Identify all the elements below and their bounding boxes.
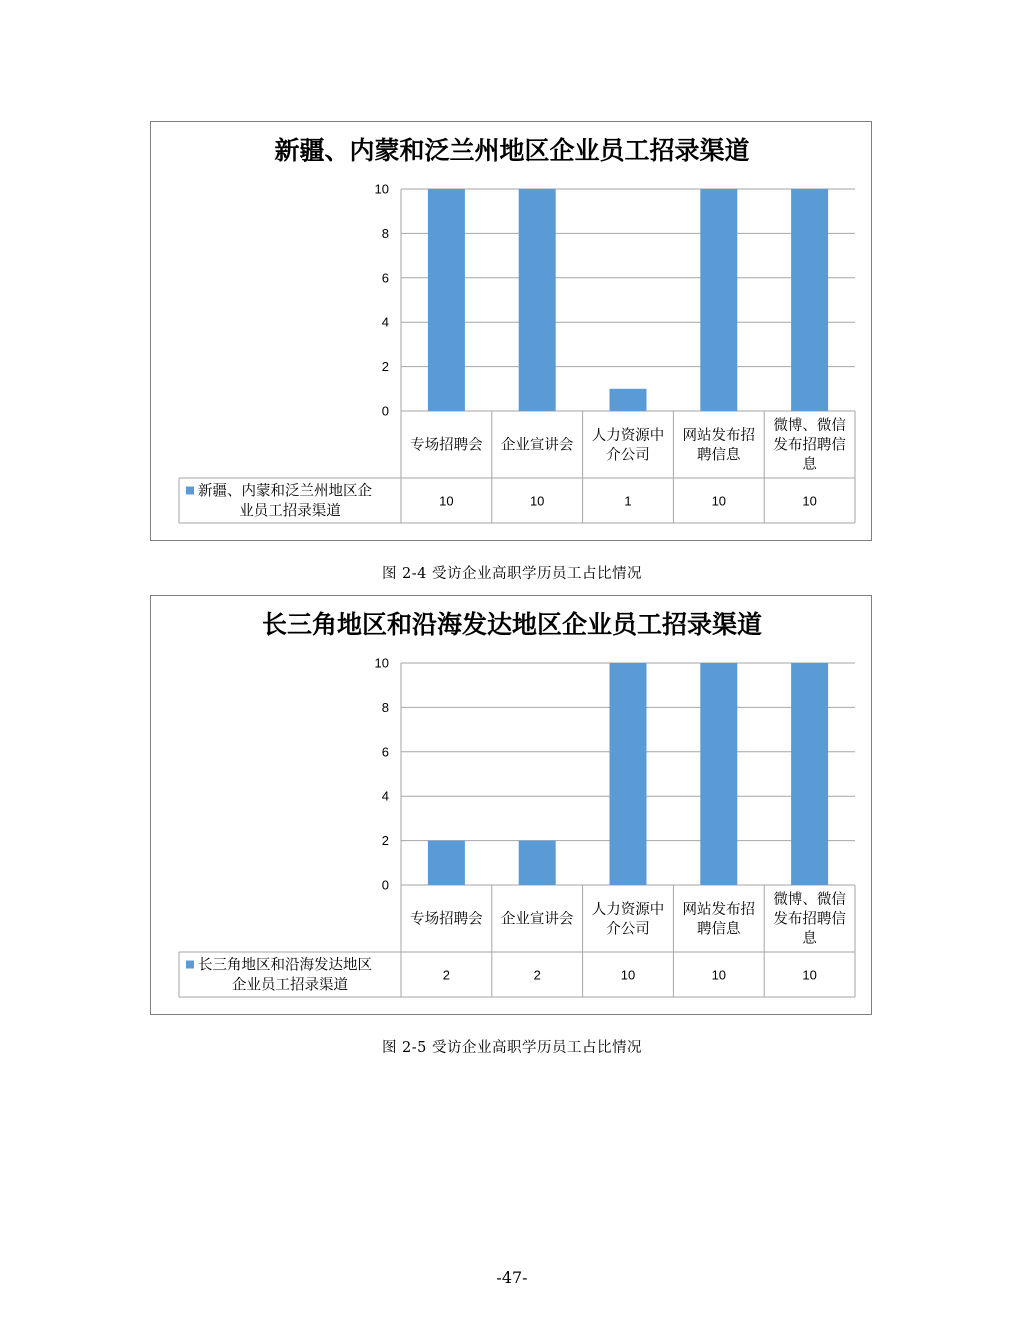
value-label: 10 [802,493,817,509]
legend-label: 业员工招录渠道 [239,503,341,520]
y-tick-label: 10 [374,181,389,197]
value-label: 2 [442,967,451,983]
value-label: 2 [533,967,541,983]
y-tick-label: 8 [381,699,389,715]
category-label: 网站发布招 [682,901,756,918]
category-label: 专场招聘会 [410,911,483,928]
chart-title: 长三角地区和沿海发达地区企业员工招录渠道 [261,610,763,639]
category-label: 聘信息 [697,921,741,938]
value-label: 10 [439,493,454,509]
value-label: 10 [802,967,817,983]
category-label: 介公司 [606,921,650,938]
category-label: 息 [802,931,817,947]
y-tick-label: 6 [381,270,389,286]
chart-title: 新疆、内蒙和泛兰州地区企业员工招录渠道 [274,136,750,165]
y-tick-label: 6 [381,744,389,760]
page-number: -47- [496,1268,528,1287]
category-label: 发布招聘信 [773,437,846,454]
y-tick-label: 4 [381,788,389,804]
category-label: 聘信息 [697,447,741,464]
category-label: 微博、微信 [773,418,846,434]
category-label: 企业宣讲会 [500,911,574,928]
figure-caption-1: 图 2-4 受访企业高职学历员工占比情况 [381,566,643,582]
bar-5 [791,189,828,411]
category-label: 发布招聘信 [773,911,846,928]
bar-3 [610,663,647,885]
bar-2 [519,189,556,411]
y-tick-label: 0 [381,877,389,893]
bar-4 [700,189,737,411]
bar-3 [610,389,647,411]
legend-swatch [186,961,194,969]
value-label: 10 [529,493,545,509]
category-label: 微博、微信 [773,892,846,908]
bar-5 [791,663,828,885]
chart-2-svg [151,596,873,1016]
category-label: 人力资源中 [591,427,665,444]
y-tick-label: 2 [381,359,389,375]
legend-label: 新疆、内蒙和泛兰州地区企 [198,483,372,500]
legend-label: 企业员工招录渠道 [232,977,348,994]
category-label: 介公司 [606,447,650,464]
value-label: 1 [624,493,632,509]
value-label: 10 [711,967,727,983]
legend-label: 长三角地区和沿海发达地区 [198,957,372,974]
value-label: 10 [711,493,727,509]
chart-1-svg [151,122,873,542]
y-tick-label: 4 [381,314,389,330]
bar-1 [428,189,465,411]
chart-1 [150,121,872,541]
category-label: 网站发布招 [682,427,756,444]
category-label: 企业宣讲会 [500,437,574,454]
y-tick-label: 0 [381,403,389,419]
category-label: 专场招聘会 [410,437,483,454]
y-tick-label: 8 [381,225,389,241]
figure-caption-2: 图 2-5 受访企业高职学历员工占比情况 [381,1040,643,1056]
legend-swatch [186,487,194,495]
category-label: 息 [802,457,817,473]
category-label: 人力资源中 [591,901,665,918]
y-tick-label: 10 [374,655,389,671]
bar-2 [519,841,556,885]
value-label: 10 [620,967,636,983]
y-tick-label: 2 [381,833,389,849]
bar-1 [428,841,465,885]
bar-4 [700,663,737,885]
chart-2 [150,595,872,1015]
